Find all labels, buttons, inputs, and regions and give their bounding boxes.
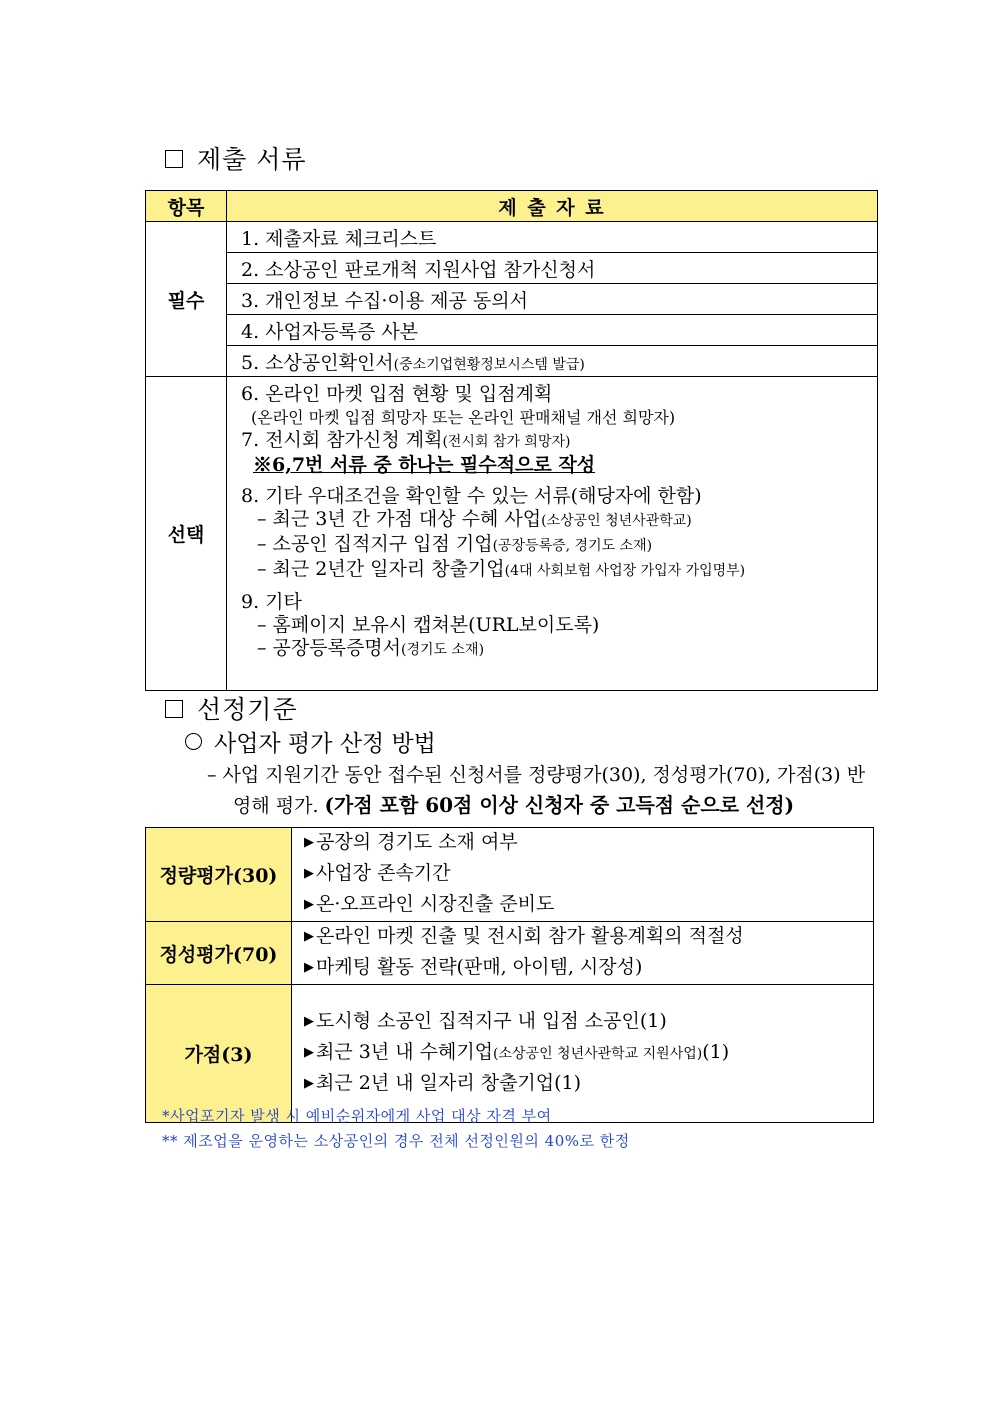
description-text: 영해 평가. bbox=[233, 795, 325, 817]
triangle-bullet-icon: ▶ bbox=[304, 960, 314, 975]
list-item bbox=[304, 953, 873, 984]
checkbox-icon bbox=[165, 700, 183, 718]
required-item-5 bbox=[227, 346, 878, 377]
item-text: 2. 소상공인 판로개척 지원사업 참가신청서 bbox=[241, 258, 596, 281]
table-row bbox=[146, 253, 878, 284]
triangle-bullet-icon: ▶ bbox=[304, 897, 314, 912]
documents-table bbox=[145, 190, 878, 691]
optional-item-6-sub: (온라인 마켓 입점 희망자 또는 온라인 판매채널 개선 희망자) bbox=[251, 408, 676, 427]
item-text: 공장의 경기도 소재 여부 bbox=[316, 831, 518, 853]
optional-item-9-sub-2 bbox=[227, 637, 877, 662]
optional-item-6: 6. 온라인 마켓 입점 현황 및 입점계획 bbox=[241, 383, 553, 405]
table-row bbox=[146, 922, 874, 985]
required-item-4 bbox=[227, 315, 878, 346]
triangle-bullet-icon: ▶ bbox=[304, 929, 314, 944]
sub-heading bbox=[185, 725, 436, 758]
optional-items bbox=[227, 377, 878, 691]
category-optional: 선택 bbox=[146, 377, 227, 691]
item-text: 1. 제출자료 체크리스트 bbox=[241, 227, 437, 250]
checkbox-icon bbox=[165, 150, 183, 168]
list-item bbox=[304, 859, 873, 890]
triangle-bullet-icon: ▶ bbox=[304, 1076, 314, 1091]
item-text: 마케팅 활동 전략(판매, 아이템, 시장성) bbox=[316, 956, 643, 978]
evaluation-table bbox=[145, 827, 874, 1123]
qualitative-items bbox=[292, 922, 874, 985]
required-note: ※6,7번 서류 중 하나는 필수적으로 작성 bbox=[253, 454, 596, 476]
list-item bbox=[304, 1007, 873, 1038]
category-bonus: 가점(3) bbox=[146, 985, 292, 1123]
category-qualitative: 정성평가(70) bbox=[146, 922, 292, 985]
optional-item-8-sub-3 bbox=[227, 558, 877, 583]
section-heading-documents bbox=[165, 140, 307, 176]
table-row bbox=[146, 985, 874, 1123]
header-category: 항목 bbox=[146, 191, 227, 222]
sub-heading-text: 사업자 평가 산정 방법 bbox=[214, 731, 436, 757]
item-text: 4. 사업자등록증 사본 bbox=[241, 320, 419, 343]
list-item bbox=[304, 922, 873, 953]
category-quantitative: 정량평가(30) bbox=[146, 828, 292, 922]
item-note: (공장등록증, 경기도 소재) bbox=[492, 538, 653, 554]
optional-item-9: 9. 기타 bbox=[241, 591, 302, 613]
optional-item-9-sub-1 bbox=[227, 614, 877, 637]
section-title: 제출 서류 bbox=[197, 145, 307, 174]
category-required: 필수 bbox=[146, 222, 227, 377]
item-text: – 홈페이지 보유시 캡쳐본(URL보이도록) bbox=[257, 614, 600, 636]
triangle-bullet-icon: ▶ bbox=[304, 1045, 314, 1060]
optional-item-7 bbox=[227, 429, 877, 454]
item-note: (중소기업현황정보시스템 발급) bbox=[393, 356, 585, 373]
optional-item-8-sub-2 bbox=[227, 533, 877, 558]
item-text: 온·오프라인 시장진출 준비도 bbox=[316, 893, 555, 915]
item-text: – 소공인 집적지구 입점 기업 bbox=[257, 533, 493, 555]
table-row bbox=[146, 315, 878, 346]
item-note: (소상공인 청년사관학교) bbox=[541, 513, 692, 529]
triangle-bullet-icon: ▶ bbox=[304, 1014, 314, 1029]
list-item bbox=[304, 1038, 873, 1069]
required-item-2 bbox=[227, 253, 878, 284]
item-text: 5. 소상공인확인서 bbox=[241, 351, 394, 374]
item-text: – 최근 2년간 일자리 창출기업 bbox=[257, 558, 505, 580]
item-text: 도시형 소공인 집적지구 내 입점 소공인(1) bbox=[316, 1010, 667, 1032]
item-text: 최근 3년 내 수혜기업 bbox=[316, 1041, 494, 1063]
description-line-2 bbox=[207, 790, 865, 821]
item-text: – 최근 3년 간 가점 대상 수혜 사업 bbox=[257, 508, 542, 530]
table-row bbox=[146, 828, 874, 922]
triangle-bullet-icon: ▶ bbox=[304, 866, 314, 881]
bonus-items bbox=[292, 985, 874, 1123]
list-item bbox=[304, 1069, 873, 1100]
item-note: (경기도 소재) bbox=[401, 642, 485, 658]
triangle-bullet-icon: ▶ bbox=[304, 835, 314, 850]
required-item-1 bbox=[227, 222, 878, 253]
item-text: 사업장 존속기간 bbox=[316, 862, 451, 884]
table-header-row bbox=[146, 191, 878, 222]
evaluation-description bbox=[207, 760, 865, 821]
table-row bbox=[146, 222, 878, 253]
item-note: (전시회 참가 희망자) bbox=[442, 434, 571, 450]
table-row bbox=[146, 346, 878, 377]
optional-item-8-sub-1 bbox=[227, 508, 877, 533]
description-emphasis: (가점 포함 60점 이상 신청자 중 고득점 순으로 선정) bbox=[324, 793, 795, 817]
item-points: (1) bbox=[702, 1041, 730, 1063]
section-title: 선정기준 bbox=[197, 695, 298, 724]
list-item bbox=[304, 828, 873, 859]
footnote-1: *사업포기자 발생 시 예비순위자에게 사업 대상 자격 부여 bbox=[162, 1107, 552, 1125]
item-note: (소상공인 청년사관학교 지원사업) bbox=[493, 1046, 703, 1062]
quantitative-items bbox=[292, 828, 874, 922]
item-note: (4대 사회보험 사업장 가입자 가입명부) bbox=[504, 563, 746, 579]
item-text: 7. 전시회 참가신청 계획 bbox=[241, 429, 443, 451]
footnote-2: ** 제조업을 운영하는 소상공인의 경우 전체 선정인원의 40%로 한정 bbox=[162, 1132, 630, 1150]
description-line-1: – 사업 지원기간 동안 접수된 신청서를 정량평가(30), 정성평가(70), 가점(3) 반 bbox=[207, 764, 866, 786]
item-text: 온라인 마켓 진출 및 전시회 참가 활용계획의 적절성 bbox=[316, 925, 744, 947]
item-text: – 공장등록증명서 bbox=[257, 637, 402, 659]
circle-icon bbox=[185, 733, 202, 750]
header-documents: 제 출 자 료 bbox=[227, 191, 878, 222]
table-row bbox=[146, 377, 878, 691]
item-text: 최근 2년 내 일자리 창출기업(1) bbox=[316, 1072, 582, 1094]
optional-item-8: 8. 기타 우대조건을 확인할 수 있는 서류(해당자에 한함) bbox=[241, 485, 702, 507]
item-text: 3. 개인정보 수집·이용 제공 동의서 bbox=[241, 289, 528, 312]
section-heading-criteria bbox=[165, 690, 298, 726]
required-item-3 bbox=[227, 284, 878, 315]
list-item bbox=[304, 890, 873, 921]
table-row bbox=[146, 284, 878, 315]
